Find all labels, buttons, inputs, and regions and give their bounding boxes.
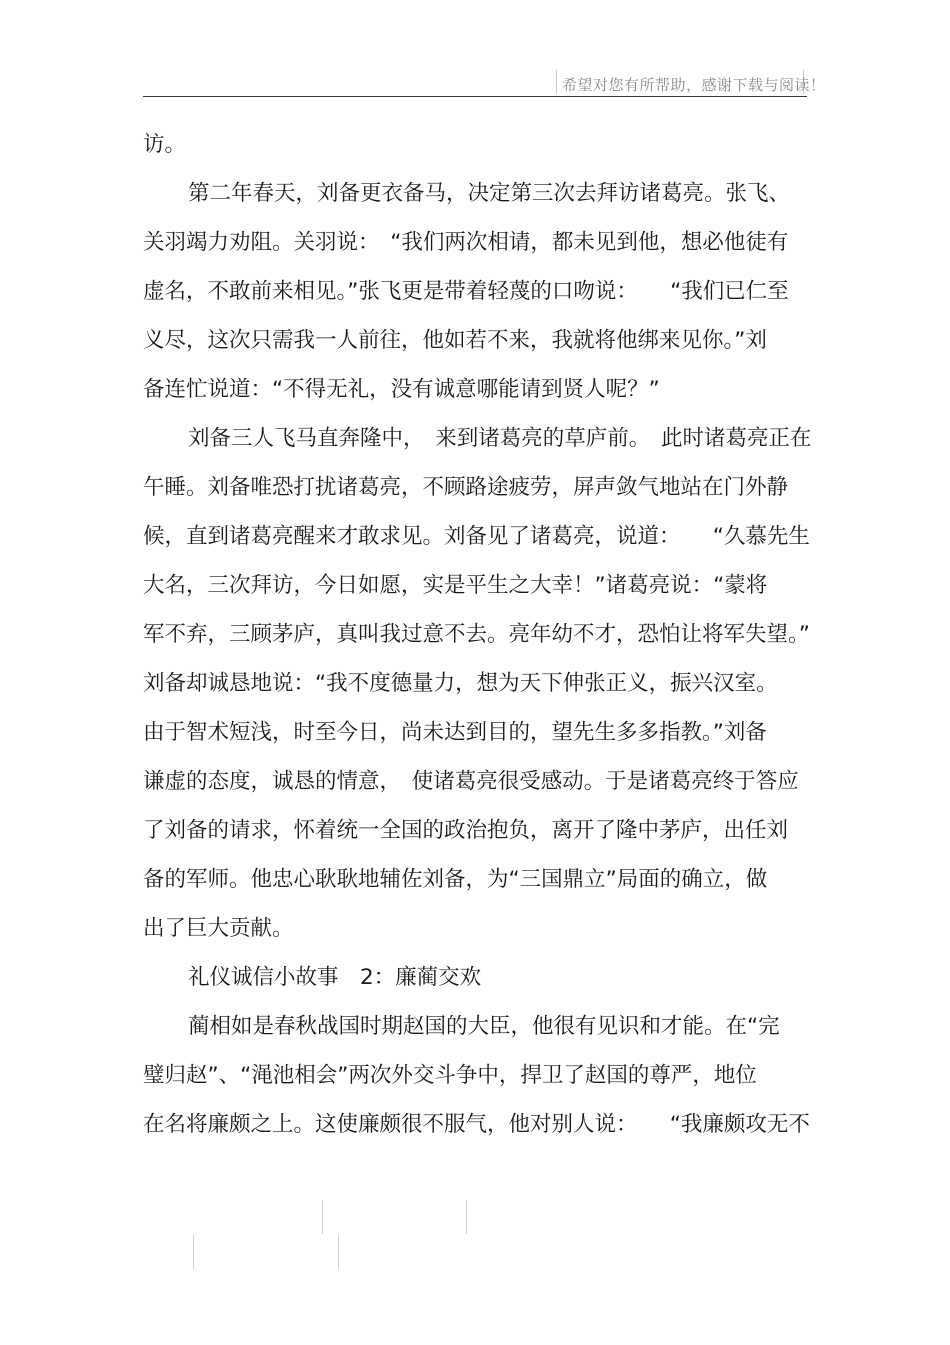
text-line: 关羽竭力劝阻。关羽说： “我们两次相请，都未见到他，想必他徒有: [143, 230, 789, 255]
text-line: 由于智术短浅，时至今日，尚未达到目的，望先生多多指教。”刘备: [143, 720, 767, 745]
text-line: 候，直到诸葛亮醒来才敢求见。刘备见了诸葛亮，说道： “久慕先生: [143, 524, 810, 549]
paragraph-start: 第二年春天，刘备更衣备马，决定第三次去拜访诸葛亮。张飞、: [188, 181, 791, 206]
text-line: 谦虚的态度，诚恳的情意， 使诸葛亮很受感动。于是诸葛亮终于答应: [143, 769, 799, 794]
document-body: [143, 120, 812, 1149]
paragraph-start: 刘备三人飞马直奔隆中， 来到诸葛亮的草庐前。 此时诸葛亮正在: [188, 426, 812, 451]
text-line: 大名，三次拜访，今日如愿，实是平生之大幸！”诸葛亮说：“蒙将: [143, 573, 768, 598]
header-rule: [143, 96, 807, 97]
text-line: 备连忙说道：“不得无礼，没有诚意哪能请到贤人呢？”: [143, 377, 660, 402]
section-heading: 礼仪诚信小故事 2：廉蔺交欢: [188, 965, 482, 990]
text-line: 虚名，不敢前来相见。”张飞更是带着轻蔑的口吻说： “我们已仁至: [143, 279, 789, 304]
text-line: 出了巨大贡献。: [143, 916, 294, 941]
paragraph-start: 蔺相如是春秋战国时期赵国的大臣，他很有见识和才能。在“完: [188, 1014, 780, 1039]
scan-artifact-line: [466, 1200, 467, 1234]
text-line: 备的军师。他忠心耿耿地辅佐刘备，为“三国鼎立”局面的确立，做: [143, 867, 768, 892]
scan-artifact-line: [338, 1235, 339, 1269]
text-line: 访。: [143, 132, 187, 157]
text-line: 军不弃，三顾茅庐，真叫我过意不去。亮年幼不才，恐怕让将军失望。”: [143, 622, 810, 647]
text-line: 刘备却诚恳地说：“我不度德量力，想为天下伸张正义，振兴汉室。: [143, 671, 778, 696]
text-line: 了刘备的请求，怀着统一全国的政治抱负，离开了隆中茅庐，出任刘: [143, 818, 789, 843]
scan-artifact-line: [322, 1200, 323, 1234]
text-line: 在名将廉颇之上。这使廉颇很不服气，他对别人说： “我廉颇攻无不: [143, 1112, 810, 1137]
scan-artifact-line: [193, 1235, 194, 1269]
text-line: 义尽，这次只需我一人前往，他如若不来，我就将他绑来见你。”刘: [143, 328, 767, 353]
text-line: 璧归赵”、“渑池相会”两次外交斗争中，捍卫了赵国的尊严，地位: [143, 1063, 757, 1088]
header-text: 希望对您有所帮助，感谢下载与阅读！: [562, 76, 826, 94]
text-line: 午睡。刘备唯恐打扰诸葛亮，不顾路途疲劳，屏声敛气地站在门外静: [143, 475, 789, 500]
